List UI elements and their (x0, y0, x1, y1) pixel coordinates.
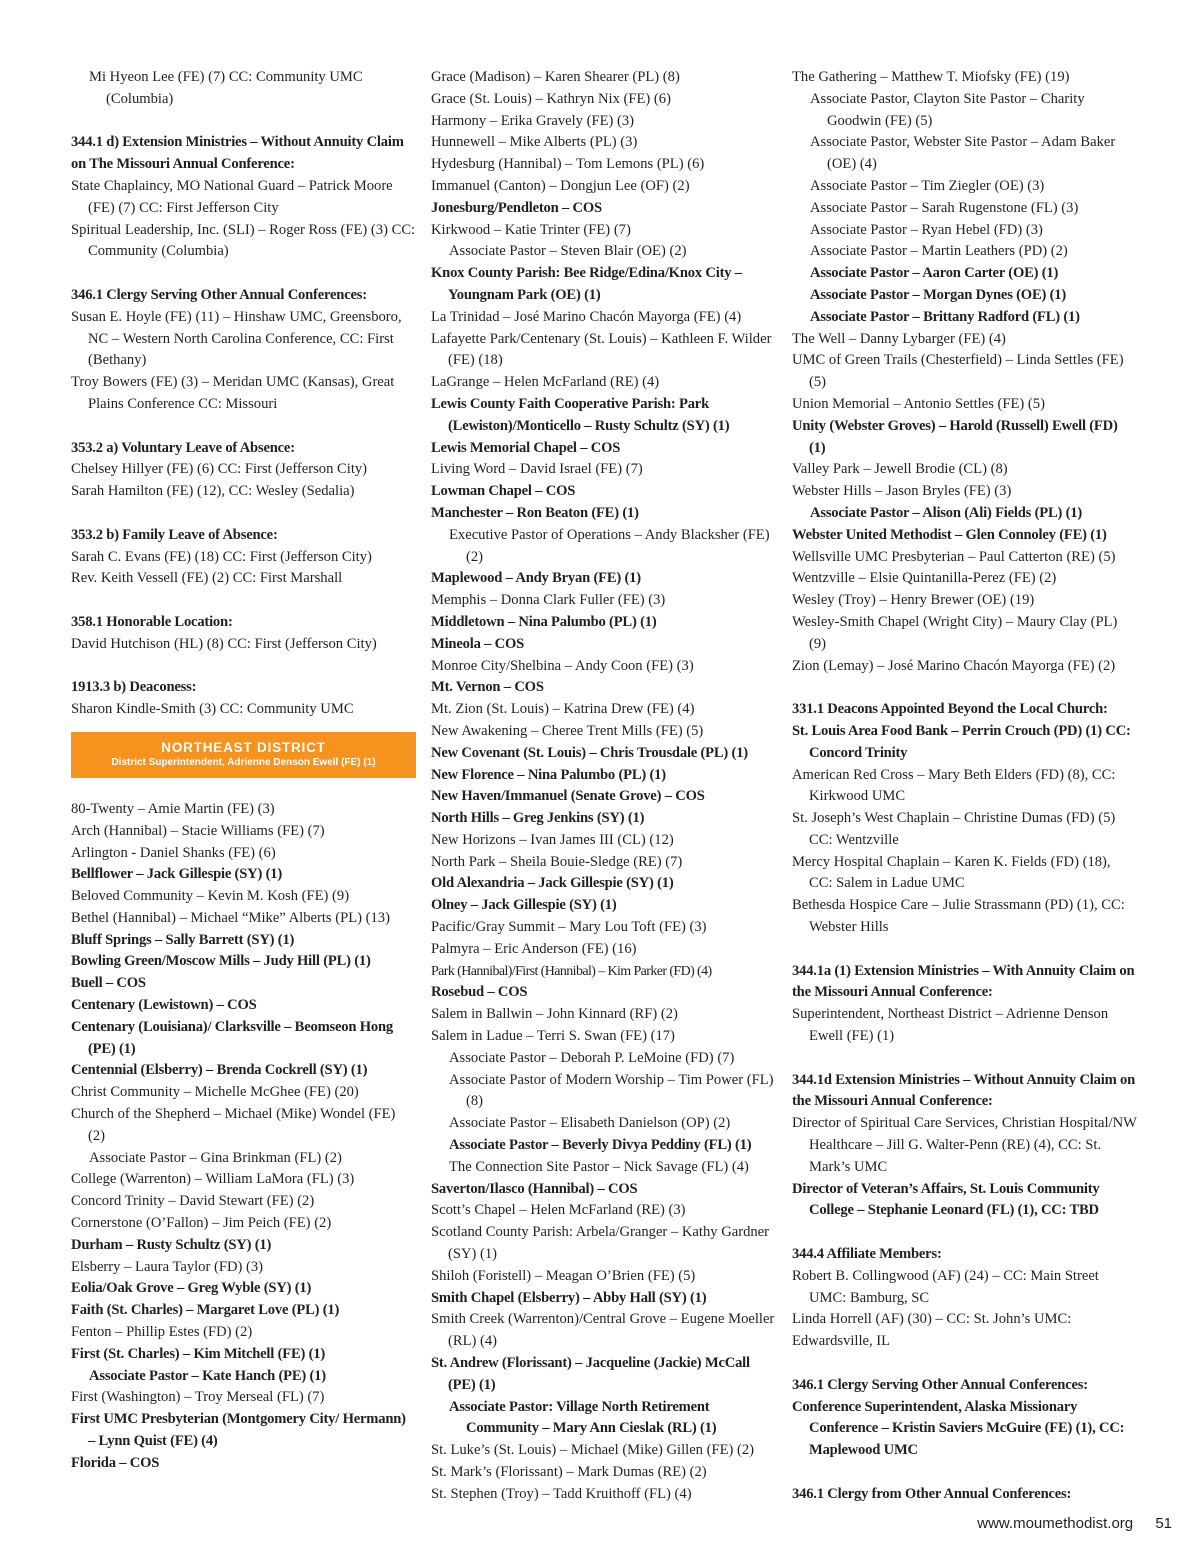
appointment-entry: Living Word – David Israel (FE) (7) (431, 461, 643, 478)
appointment-entry: Eolia/Oak Grove – Greg Wyble (SY) (1) (71, 1280, 312, 1297)
appointment-entry: St. Luke’s (St. Louis) – Michael (Mike) Gillen (FE) (2) (431, 1442, 755, 1459)
appointment-entry: Grace (Madison) – Karen Shearer (PL) (8) (431, 69, 680, 85)
appointment-entry: New Horizons – Ivan James III (CL) (12) (431, 831, 674, 848)
appointment-entry: Knox County Parish: Bee Ridge/Edina/Knox City – Youngnam Park (OE) (1) (431, 265, 742, 303)
appointment-entry: Olney – Jack Gillespie (SY) (1) (431, 897, 617, 914)
section-heading: 346.1 Clergy Serving Other Annual Conferences: (71, 286, 367, 303)
appointment-entry: Susan E. Hoyle (FE) (11) – Hinshaw UMC, Greensboro, NC – Western North Carolina Conference, CC: First (Bethany) (71, 308, 402, 369)
appointment-entry: Superintendent, Northeast District – Adrienne Denson Ewell (FE) (1) (792, 1006, 1109, 1045)
appointment-entry: LaGrange – Helen McFarland (RE) (4) (431, 374, 660, 391)
section-heading: 346.1 Clergy Serving Other Annual Conferences: (792, 1376, 1088, 1393)
appointment-entry: Maplewood – Andy Bryan (FE) (1) (431, 570, 641, 587)
appointment-entry: Arlington - Daniel Shanks (FE) (6) (71, 844, 276, 861)
appointment-entry: Associate Pastor of Modern Worship – Tim Power (FL) (8) (449, 1071, 774, 1110)
appointment-entry: Sarah Hamilton (FE) (12), CC: Wesley (Sedalia) (71, 483, 355, 500)
appointment-entry: The Connection Site Pastor – Nick Savage (FL) (4) (449, 1158, 749, 1175)
appointment-entry: Hunnewell – Mike Alberts (PL) (3) (431, 134, 638, 151)
appointment-entry: Valley Park – Jewell Brodie (CL) (8) (792, 461, 1008, 478)
appointment-entry: Lowman Chapel – COS (431, 483, 576, 500)
appointment-entry: Associate Pastor: Village North Retirement Community – Mary Ann Cieslak (RL) (1) (449, 1398, 717, 1437)
appointment-entry: Arch (Hannibal) – Stacie Williams (FE) (7) (71, 822, 325, 839)
appointment-entry: Director of Veteran’s Affairs, St. Louis Community College – Stephanie Leonard (FL) (1), CC: TBD (792, 1180, 1100, 1219)
appointment-entry: Mt. Zion (St. Louis) – Katrina Drew (FE) (4) (431, 701, 695, 718)
district-title: NORTHEAST DISTRICT (161, 739, 326, 755)
appointment-entry: Centenary (Lewistown) – COS (71, 997, 257, 1014)
appointment-entry: Robert B. Collingwood (AF) (24) – CC: Main Street UMC: Bamburg, SC (792, 1267, 1099, 1306)
appointment-entry: Salem in Ballwin – John Kinnard (RF) (2) (431, 1006, 678, 1023)
appointment-entry: Associate Pastor – Aaron Carter (OE) (1) (810, 265, 1059, 282)
page-footer (977, 1515, 1172, 1532)
appointment-entry: Centenary (Louisiana)/ Clarksville – Beomseon Hong (PE) (1) (71, 1018, 394, 1057)
appointment-entry: New Awakening – Cheree Trent Mills (FE) (5) (431, 722, 704, 739)
appointment-entry: Smith Chapel (Elsberry) – Abby Hall (SY) (1) (431, 1289, 707, 1306)
appointment-entry: St. Louis Area Food Bank – Perrin Crouch (PD) (1) CC: Concord Trinity (792, 722, 1131, 761)
appointment-entry: Wellsville UMC Presbyterian – Paul Catterton (RE) (5) (792, 548, 1116, 565)
appointment-entry: The Well – Danny Lybarger (FE) (4) (792, 330, 1006, 347)
appointment-entry: UMC of Green Trails (Chesterfield) – Linda Settles (FE) (5) (792, 352, 1124, 391)
appointment-entry: Webster United Methodist – Glen Connoley (FE) (1) (792, 526, 1107, 543)
appointment-entry: Associate Pastor – Morgan Dynes (OE) (1) (810, 286, 1066, 303)
appointment-entry: North Hills – Greg Jenkins (SY) (1) (431, 810, 645, 827)
appointment-entry: Lafayette Park/Centenary (St. Louis) – Kathleen F. Wilder (FE) (18) (431, 330, 772, 369)
appointment-entry: Linda Horrell (AF) (30) – CC: St. John’s UMC: Edwardsville, IL (792, 1311, 1072, 1350)
website-url: www.moumethodist.org (977, 1515, 1134, 1532)
appointment-entry: Bethel (Hannibal) – Michael “Mike” Alberts (PL) (13) (71, 909, 390, 926)
appointment-entry: Executive Pastor of Operations – Andy Blacksher (FE) (2) (449, 526, 770, 565)
appointment-entry: 80-Twenty – Amie Martin (FE) (3) (71, 800, 275, 817)
appointment-entry: Mercy Hospital Chaplain – Karen K. Fields (FD) (18), CC: Salem in Ladue UMC (792, 853, 1111, 892)
appointment-entry: Associate Pastor, Clayton Site Pastor – Charity Goodwin (FE) (5) (810, 90, 1085, 129)
appointment-entry: Faith (St. Charles) – Margaret Love (PL) (1) (71, 1302, 340, 1319)
appointment-entry: Associate Pastor – Alison (Ali) Fields (PL) (1) (810, 504, 1083, 521)
appointment-entry: Rev. Keith Vessell (FE) (2) CC: First Marshall (71, 570, 343, 587)
appointment-entry: Associate Pastor – Brittany Radford (FL) (1) (810, 308, 1080, 325)
appointment-entry: Immanuel (Canton) – Dongjun Lee (OF) (2) (431, 177, 690, 194)
appointment-entry: Mt. Vernon – COS (431, 679, 544, 696)
section-heading: 344.4 Affiliate Members: (792, 1246, 942, 1263)
appointment-entry: Palmyra – Eric Anderson (FE) (16) (431, 940, 637, 957)
appointment-entry: Pacific/Gray Summit – Mary Lou Toft (FE) (3) (431, 919, 707, 936)
appointment-entry: Buell – COS (71, 975, 146, 992)
appointment-entry: Webster Hills – Jason Bryles (FE) (3) (792, 483, 1012, 500)
appointment-entry: Associate Pastor – Steven Blair (OE) (2) (449, 243, 687, 260)
appointment-entry: Director of Spiritual Care Services, Christian Hospital/NW Healthcare – Jill G. Walter-Penn (RE) (4), CC: St. Mark’s UMC (792, 1115, 1137, 1175)
appointment-entry: Troy Bowers (FE) (3) – Meridan UMC (Kansas), Great Plains Conference CC: Missouri (71, 374, 395, 412)
appointment-entry: Durham – Rusty Schultz (SY) (1) (71, 1236, 272, 1253)
appointment-entry: Union Memorial – Antonio Settles (FE) (5) (792, 395, 1045, 412)
appointment-entry: Christ Community – Michelle McGhee (FE) (20) (71, 1084, 359, 1101)
appointment-entry: Mi Hyeon Lee (FE) (7) CC: Community UMC (Columbia) (89, 69, 363, 107)
appointment-entry: Old Alexandria – Jack Gillespie (SY) (1) (431, 875, 674, 892)
appointment-entry: Middletown – Nina Palumbo (PL) (1) (431, 613, 657, 630)
column-right (792, 67, 1137, 1506)
appointment-entry: Lewis County Faith Cooperative Parish: Park (Lewiston)/Monticello – Rusty Schultz (SY) (1) (431, 395, 730, 434)
appointment-entry: New Haven/Immanuel (Senate Grove) – COS (431, 788, 705, 805)
section-heading: 331.1 Deacons Appointed Beyond the Local Church: (792, 701, 1108, 718)
appointment-entry: Unity (Webster Groves) – Harold (Russell) Ewell (FD) (1) (792, 417, 1118, 456)
appointment-entry: St. Stephen (Troy) – Tadd Kruithoff (FL) (4) (431, 1485, 692, 1502)
section-heading: 358.1 Honorable Location: (71, 613, 233, 630)
appointment-entry: The Gathering – Matthew T. Miofsky (FE) (19) (792, 69, 1070, 85)
appointment-entry: Cornerstone (O’Fallon) – Jim Peich (FE) (2) (71, 1215, 332, 1232)
appointment-entry: Elsberry – Laura Taylor (FD) (3) (71, 1258, 264, 1275)
appointment-entry: Shiloh (Foristell) – Meagan O’Brien (FE) (5) (431, 1267, 696, 1284)
appointment-entry: First (St. Charles) – Kim Mitchell (FE) (1) (71, 1345, 326, 1362)
appointment-entry: Church of the Shepherd – Michael (Mike) Wondel (FE) (2) (71, 1106, 396, 1144)
appointment-entry: New Florence – Nina Palumbo (PL) (1) (431, 766, 666, 783)
appointment-entry: Smith Creek (Warrenton)/Central Grove – Eugene Moeller (RL) (4) (431, 1311, 775, 1350)
appointment-entry: Wesley (Troy) – Henry Brewer (OE) (19) (792, 592, 1035, 609)
appointment-entry: Scotland County Parish: Arbela/Granger – Kathy Gardner (SY) (1) (431, 1224, 770, 1263)
appointment-entry: Grace (St. Louis) – Kathryn Nix (FE) (6) (431, 90, 671, 107)
appointment-entry: Spiritual Leadership, Inc. (SLI) – Roger Ross (FE) (3) CC: Community (Columbia) (71, 221, 416, 260)
appointment-entry: Concord Trinity – David Stewart (FE) (2) (71, 1193, 315, 1210)
appointment-entry: Harmony – Erika Gravely (FE) (3) (431, 112, 635, 129)
appointment-entry: Monroe City/Shelbina – Andy Coon (FE) (3) (431, 657, 694, 674)
appointment-entry: Saverton/Ilasco (Hannibal) – COS (431, 1180, 638, 1197)
page-number: 51 (1155, 1515, 1172, 1532)
appointment-entry: Rosebud – COS (431, 984, 528, 1001)
section-heading: 344.1a (1) Extension Ministries – With Annuity Claim on the Missouri Annual Conference: (792, 962, 1135, 1001)
appointment-entry: Associate Pastor – Ryan Hebel (FD) (3) (810, 221, 1043, 238)
appointment-entry: Florida – COS (71, 1454, 160, 1471)
appointment-entry: Associate Pastor – Martin Leathers (PD) (2) (810, 243, 1068, 260)
appointment-entry: New Covenant (St. Louis) – Chris Trousdale (PL) (1) (431, 744, 748, 761)
appointment-entry: Associate Pastor – Deborah P. LeMoine (FD) (7) (449, 1049, 735, 1066)
appointment-entry: St. Joseph’s West Chaplain – Christine Dumas (FD) (5) CC: Wentzville (792, 810, 1116, 848)
section-heading: 344.1 d) Extension Ministries – Without Annuity Claim on The Missouri Annual Conference: (71, 134, 404, 173)
appointment-entry: North Park – Sheila Bouie-Sledge (RE) (7) (431, 853, 683, 870)
appointment-entry: Zion (Lemay) – José Marino Chacón Mayorga (FE) (2) (792, 657, 1116, 674)
appointment-entry: Centennial (Elsberry) – Brenda Cockrell (SY) (1) (71, 1062, 368, 1079)
appointment-entry: Memphis – Donna Clark Fuller (FE) (3) (431, 592, 666, 609)
appointment-entry: Sarah C. Evans (FE) (18) CC: First (Jefferson City) (71, 548, 372, 565)
appointment-entry: Lewis Memorial Chapel – COS (431, 439, 621, 456)
district-header-band (71, 732, 416, 778)
district-superintendent: District Superintendent, Adrienne Denson Ewell (FE) (1) (111, 756, 376, 768)
appointment-entry: Associate Pastor – Elisabeth Danielson (OP) (2) (449, 1115, 731, 1132)
appointment-entry: La Trinidad – José Marino Chacón Mayorga (FE) (4) (431, 308, 742, 325)
column-left (71, 67, 416, 1475)
appointment-entry: Fenton – Phillip Estes (FD) (2) (71, 1324, 253, 1341)
section-heading: 353.2 b) Family Leave of Absence: (71, 526, 278, 543)
appointment-entry: Associate Pastor – Gina Brinkman (FL) (2) (89, 1149, 342, 1166)
appointment-entry: Hydesburg (Hannibal) – Tom Lemons (PL) (6) (431, 156, 705, 173)
appointment-entry: State Chaplaincy, MO National Guard – Patrick Moore (FE) (7) CC: First Jefferson City (71, 177, 393, 216)
appointment-entry: Park (Hannibal)/First (Hannibal) – Kim Parker (FD) (4) (431, 963, 712, 979)
appointment-entry: Sharon Kindle-Smith (3) CC: Community UMC (71, 701, 354, 718)
section-heading: 353.2 a) Voluntary Leave of Absence: (71, 439, 295, 456)
appointment-entry: Associate Pastor – Kate Hanch (PE) (1) (89, 1367, 326, 1384)
appointment-entry: American Red Cross – Mary Beth Elders (FD) (8), CC: Kirkwood UMC (792, 766, 1116, 805)
section-heading: 1913.3 b) Deaconess: (71, 679, 197, 696)
appointment-entry: Chelsey Hillyer (FE) (6) CC: First (Jefferson City) (71, 461, 368, 478)
appointment-entry: Bellflower – Jack Gillespie (SY) (1) (71, 866, 283, 883)
column-middle (431, 67, 776, 1506)
appointment-entry: Bowling Green/Moscow Mills – Judy Hill (PL) (1) (71, 953, 371, 970)
appointment-entry: Wentzville – Elsie Quintanilla-Perez (FE) (2) (792, 570, 1057, 587)
appointment-entry: Conference Superintendent, Alaska Missionary Conference – Kristin Saviers McGuire (FE) (1), CC: Maplewood UMC (792, 1398, 1125, 1459)
appointment-entry: Associate Pastor – Sarah Rugenstone (FL) (3) (810, 199, 1079, 216)
appointment-entry: Scott’s Chapel – Helen McFarland (RE) (3) (431, 1202, 686, 1219)
appointment-entry: Salem in Ladue – Terri S. Swan (FE) (17) (431, 1028, 675, 1045)
appointment-entry: College (Warrenton) – William LaMora (FL) (3) (71, 1171, 355, 1188)
appointment-entry: Kirkwood – Katie Trinter (FE) (7) (431, 221, 631, 238)
appointment-entry: Wesley-Smith Chapel (Wright City) – Maury Clay (PL) (9) (792, 613, 1118, 652)
appointment-entry: First UMC Presbyterian (Montgomery City/ Hermann) – Lynn Quist (FE) (4) (71, 1411, 406, 1450)
appointment-entry: Bluff Springs – Sally Barrett (SY) (1) (71, 931, 295, 948)
appointment-entry: David Hutchison (HL) (8) CC: First (Jefferson City) (71, 635, 377, 652)
appointment-entry: St. Andrew (Florissant) – Jacqueline (Jackie) McCall (PE) (1) (431, 1355, 750, 1393)
appointment-entry: Beloved Community – Kevin M. Kosh (FE) (9) (71, 888, 350, 905)
appointment-entry: Bethesda Hospice Care – Julie Strassmann (PD) (1), CC: Webster Hills (792, 897, 1125, 936)
appointment-entry: Associate Pastor, Webster Site Pastor – Adam Baker (OE) (4) (810, 134, 1116, 173)
appointment-entry: Jonesburg/Pendleton – COS (431, 199, 602, 216)
appointment-entry: St. Mark’s (Florissant) – Mark Dumas (RE) (2) (431, 1464, 707, 1480)
section-heading: 344.1d Extension Ministries – Without Annuity Claim on the Missouri Annual Conference: (792, 1071, 1136, 1110)
appointment-entry: Mineola – COS (431, 635, 525, 652)
appointment-entry: Associate Pastor – Tim Ziegler (OE) (3) (810, 177, 1045, 194)
section-heading: 346.1 Clergy from Other Annual Conferences: (792, 1485, 1072, 1502)
appointment-entry: Manchester – Ron Beaton (FE) (1) (431, 504, 639, 521)
appointment-entry: First (Washington) – Troy Merseal (FL) (7) (71, 1389, 325, 1406)
appointment-entry: Associate Pastor – Beverly Divya Peddiny (FL) (1) (449, 1137, 752, 1154)
